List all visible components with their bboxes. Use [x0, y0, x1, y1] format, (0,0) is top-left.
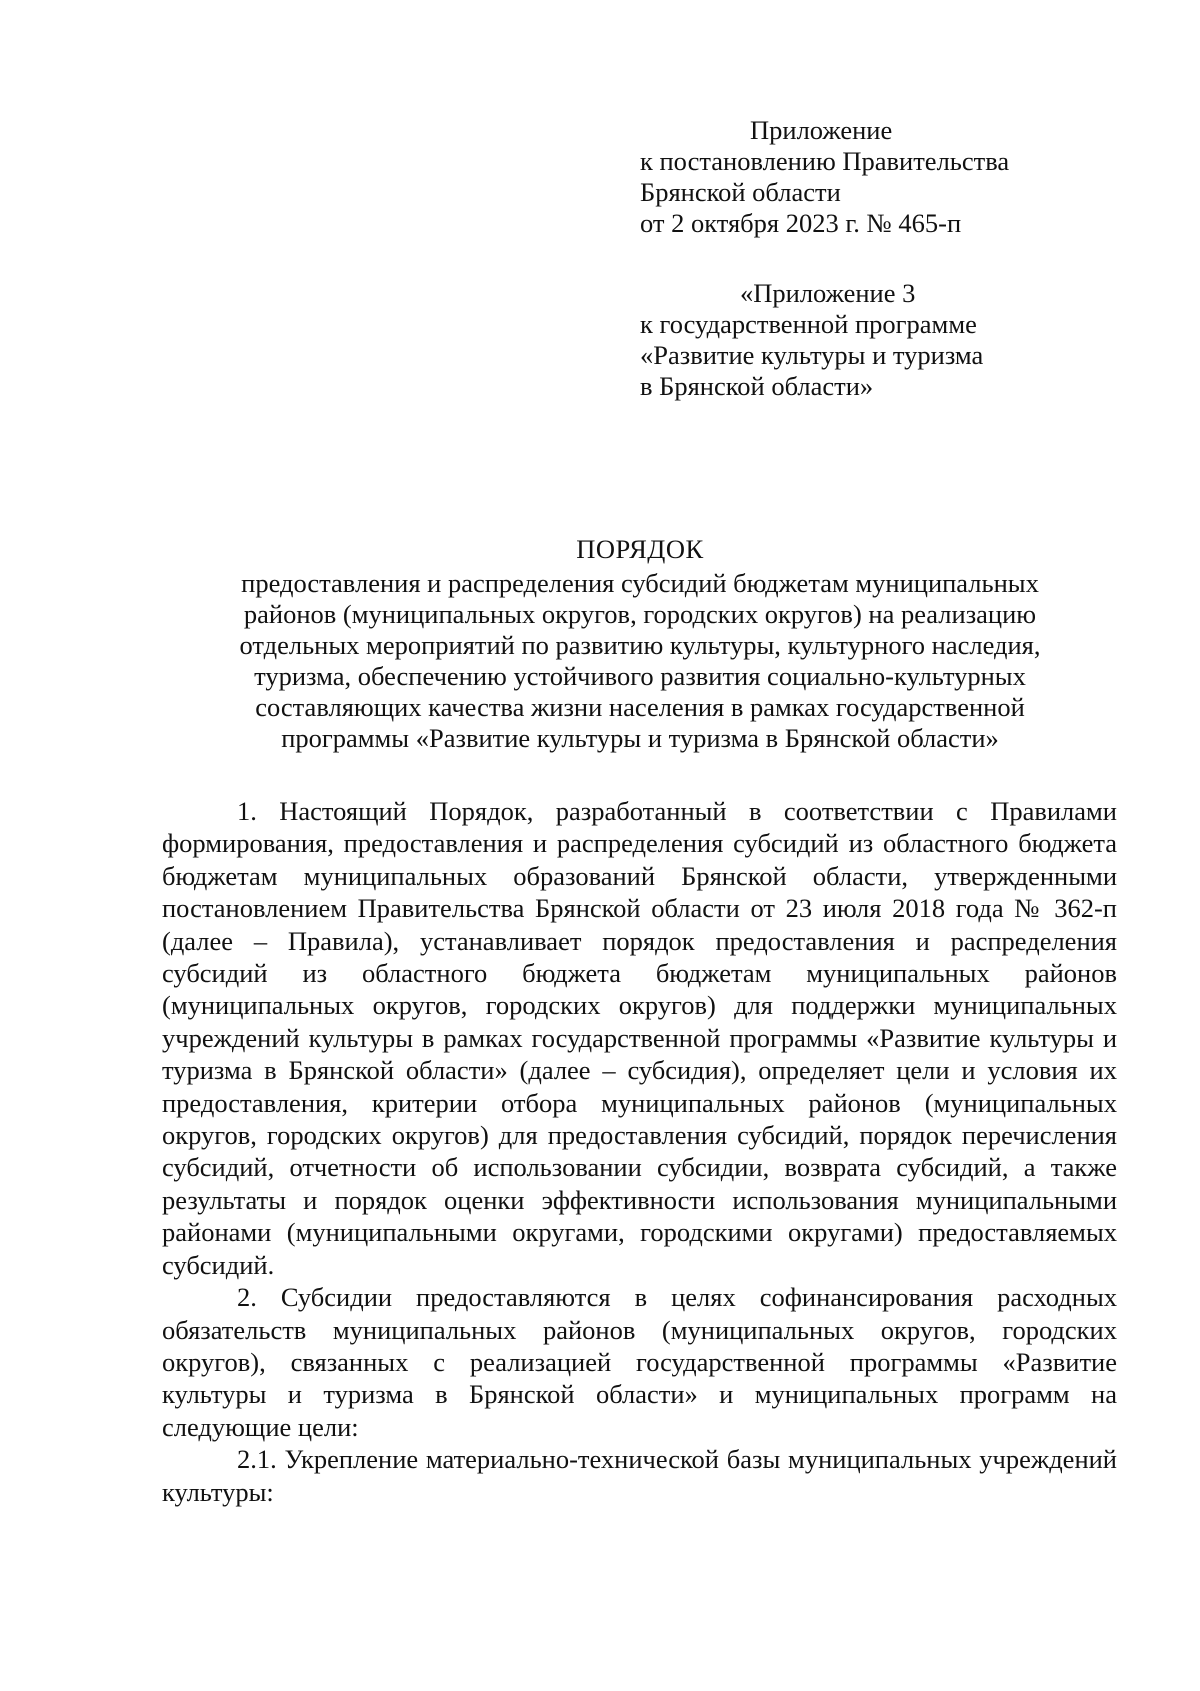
appendix-line: к государственной программе [640, 309, 977, 339]
appendix-line: Брянской области [640, 177, 841, 207]
document-subtitle-line: предоставления и распределения субсидий бюджетам муниципальных [241, 568, 1039, 598]
appendix-heading: Приложение [750, 115, 893, 145]
appendix-line: к постановлению Правительства [640, 146, 1010, 176]
document-title: ПОРЯДОК [576, 534, 704, 564]
paragraph-1: 1. Настоящий Порядок, разработанный в соответствии с Правилами формирования, предоставления и распределения субсидий из областного бюджета бюджетам муниципальных образований Брянской области, утвержденными постановлением Правительства Брянской области от 23 июля 2018 года № 362-п (далее – Правила), устанавливает порядок предоставления и распределения субсидий из областного бюджета бюджетам муниципальных районов (муниципальных округов, городских округов) для поддержки муниципальных учреждений культуры в рамках государственной программы «Развитие культуры и туризма в Брянской области» (далее – субсидия), определяет цели и условия их предоставления, критерии отбора муниципальных районов (муниципальных округов, городских округов) для предоставления субсидий, порядок перечисления субсидий, отчетности об использовании субсидии, возврата субсидий, а также результаты и порядок оценки эффективности использования муниципальными районами (муниципальными округами, городскими округами) предоставляемых субсидий. [162, 796, 1117, 1280]
document-subtitle-line: составляющих качества жизни населения в рамках государственной [255, 692, 1025, 722]
appendix-header-resolution [640, 115, 1140, 239]
appendix-header-program [640, 278, 1140, 402]
document-subtitle-line: программы «Развитие культуры и туризма в Брянской области» [281, 723, 999, 753]
appendix-line: «Развитие культуры и туризма [640, 340, 984, 370]
paragraph-2-1: 2.1. Укрепление материально-технической базы муниципальных учреждений культуры: [162, 1444, 1117, 1507]
appendix-heading: «Приложение 3 [740, 278, 916, 308]
document-subtitle-line: отдельных мероприятий по развитию культуры, культурного наследия, [239, 630, 1041, 660]
document-body [162, 795, 1117, 1508]
document-subtitle-line: туризма, обеспечению устойчивого развития социально-культурных [254, 661, 1026, 691]
document-title-block [160, 534, 1120, 754]
document-subtitle-line: районов (муниципальных округов, городских округов) на реализацию [243, 599, 1037, 629]
appendix-line: в Брянской области» [640, 371, 874, 401]
appendix-date-number: от 2 октября 2023 г. № 465-п [640, 208, 962, 238]
paragraph-2: 2. Субсидии предоставляются в целях софинансирования расходных обязательств муниципальных районов (муниципальных округов, городских округов), связанных с реализацией государственной программы «Развитие культуры и туризма в Брянской области» и муниципальных программ на следующие цели: [162, 1282, 1117, 1442]
